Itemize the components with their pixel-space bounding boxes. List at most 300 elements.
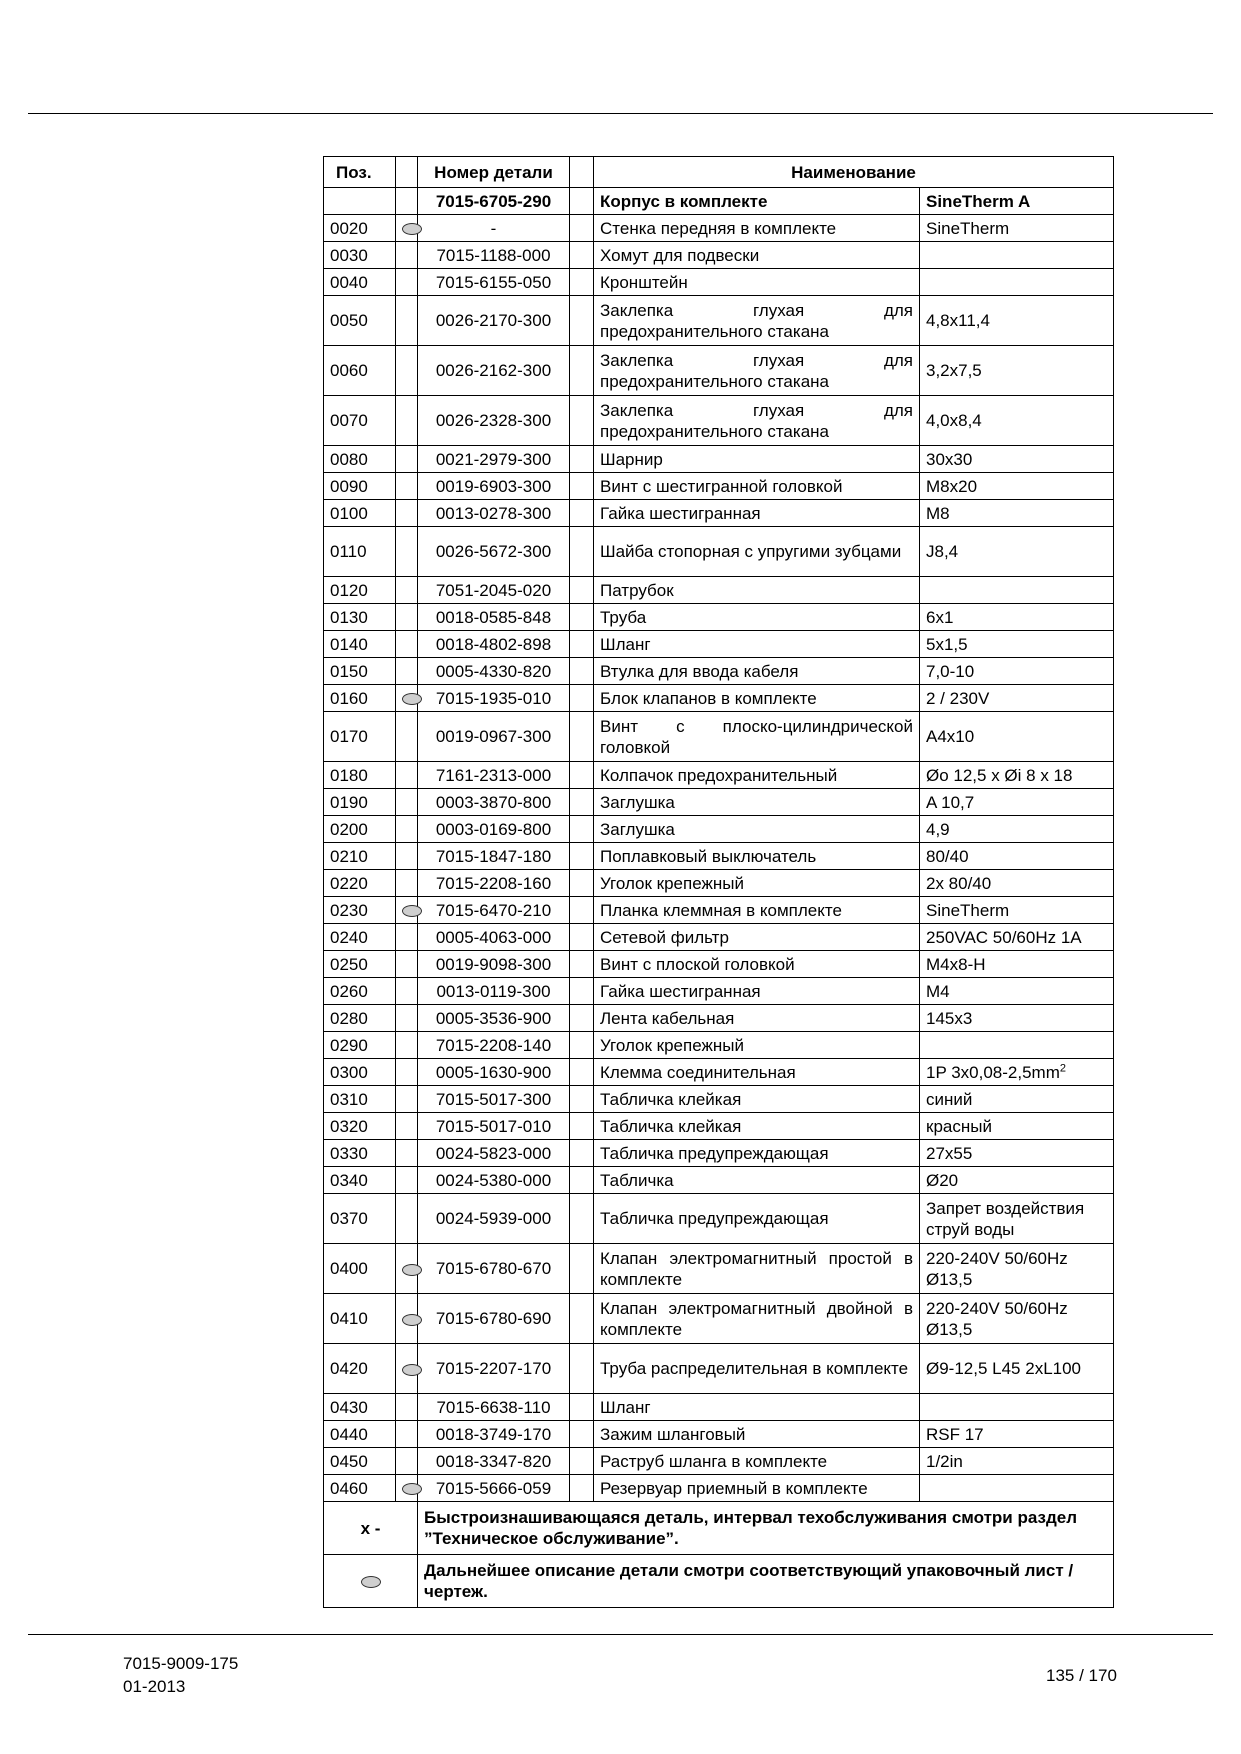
table-row — [324, 500, 1114, 527]
row-pos: 0420 — [324, 1344, 396, 1394]
row-pos: 0250 — [324, 951, 396, 978]
row-mark — [396, 1344, 418, 1394]
row-part-number: 0024-5939-000 — [418, 1194, 570, 1244]
row-mark — [396, 658, 418, 685]
row-spec: 1/2in — [920, 1448, 1114, 1475]
table-row — [324, 1032, 1114, 1059]
row-spec — [920, 269, 1114, 296]
footer-date: 01-2013 — [123, 1677, 186, 1696]
row-part-number: 0021-2979-300 — [418, 446, 570, 473]
row-mark — [396, 500, 418, 527]
row-gap — [570, 1475, 594, 1502]
row-name: Табличка предупреждающая — [594, 1140, 920, 1167]
row-pos: 0400 — [324, 1244, 396, 1294]
row-name: Винт с шестигранной головкой — [594, 473, 920, 500]
row-gap — [570, 1167, 594, 1194]
assembly-pos — [324, 188, 396, 215]
row-part-number: 0026-2328-300 — [418, 396, 570, 446]
table-row — [324, 577, 1114, 604]
row-mark — [396, 1421, 418, 1448]
table-row — [324, 1059, 1114, 1086]
row-mark — [396, 897, 418, 924]
row-spec: M4x8-H — [920, 951, 1114, 978]
row-gap — [570, 346, 594, 396]
row-part-number: 7161-2313-000 — [418, 762, 570, 789]
table-row — [324, 712, 1114, 762]
row-spec: Øo 12,5 x Øi 8 x 18 — [920, 762, 1114, 789]
row-gap — [570, 816, 594, 843]
row-part-number: 0018-4802-898 — [418, 631, 570, 658]
row-part-number: 7015-6638-110 — [418, 1394, 570, 1421]
row-gap — [570, 789, 594, 816]
row-pos: 0450 — [324, 1448, 396, 1475]
row-pos: 0030 — [324, 242, 396, 269]
row-gap — [570, 631, 594, 658]
row-name: Винт с плоско-цилиндрической головкой — [594, 712, 920, 762]
table-row — [324, 473, 1114, 500]
table-row — [324, 1344, 1114, 1394]
row-part-number: 0024-5380-000 — [418, 1167, 570, 1194]
table-row — [324, 1475, 1114, 1502]
row-gap — [570, 1113, 594, 1140]
row-mark — [396, 604, 418, 631]
row-name: Клапан электромагнитный двойной в комплекте — [594, 1294, 920, 1344]
row-gap — [570, 762, 594, 789]
row-spec — [920, 1032, 1114, 1059]
row-pos: 0130 — [324, 604, 396, 631]
row-mark — [396, 1394, 418, 1421]
row-gap — [570, 1194, 594, 1244]
row-gap — [570, 870, 594, 897]
table-row — [324, 816, 1114, 843]
row-gap — [570, 1086, 594, 1113]
row-mark — [396, 473, 418, 500]
row-name: Блок клапанов в комплекте — [594, 685, 920, 712]
row-part-number: 7015-6470-210 — [418, 897, 570, 924]
row-mark — [396, 1448, 418, 1475]
row-spec: 5x1,5 — [920, 631, 1114, 658]
row-mark — [396, 1475, 418, 1502]
row-gap — [570, 1032, 594, 1059]
row-mark — [396, 242, 418, 269]
row-part-number: 0026-2170-300 — [418, 296, 570, 346]
assembly-part-number: 7015-6705-290 — [418, 188, 570, 215]
table-row — [324, 346, 1114, 396]
row-mark — [396, 446, 418, 473]
row-pos: 0190 — [324, 789, 396, 816]
wear-note-text: Быстроизнашивающаяся деталь, интервал техобслуживания смотри раздел ”Техническое обслуживание”. — [418, 1502, 1114, 1555]
row-pos: 0240 — [324, 924, 396, 951]
row-spec: SineTherm — [920, 897, 1114, 924]
row-mark — [396, 1059, 418, 1086]
table-row — [324, 446, 1114, 473]
row-pos: 0230 — [324, 897, 396, 924]
row-mark — [396, 1032, 418, 1059]
row-spec: A4x10 — [920, 712, 1114, 762]
row-spec: 4,9 — [920, 816, 1114, 843]
row-spec: 3,2x7,5 — [920, 346, 1114, 396]
row-spec: M4 — [920, 978, 1114, 1005]
row-part-number: 0005-4330-820 — [418, 658, 570, 685]
row-part-number: 0018-3347-820 — [418, 1448, 570, 1475]
row-spec: Ø20 — [920, 1167, 1114, 1194]
row-name: Втулка для ввода кабеля — [594, 658, 920, 685]
row-gap — [570, 296, 594, 346]
col-header-name: Наименование — [594, 157, 1114, 188]
row-mark — [396, 269, 418, 296]
row-pos: 0120 — [324, 577, 396, 604]
row-name: Колпачок предохранительный — [594, 762, 920, 789]
row-pos: 0340 — [324, 1167, 396, 1194]
row-pos: 0260 — [324, 978, 396, 1005]
row-pos: 0330 — [324, 1140, 396, 1167]
row-pos: 0210 — [324, 843, 396, 870]
row-pos: 0290 — [324, 1032, 396, 1059]
oval-marker-icon — [402, 1364, 422, 1376]
row-part-number: 7015-1847-180 — [418, 843, 570, 870]
row-gap — [570, 269, 594, 296]
row-part-number: 7015-6780-670 — [418, 1244, 570, 1294]
row-mark — [396, 215, 418, 242]
oval-marker-icon — [402, 905, 422, 917]
footer-doc-info — [123, 1652, 238, 1698]
row-spec: A 10,7 — [920, 789, 1114, 816]
oval-note-text: Дальнейшее описание детали смотри соответствующий упаковочный лист / чертеж. — [418, 1555, 1114, 1608]
row-name: Винт с плоской головкой — [594, 951, 920, 978]
row-pos: 0050 — [324, 296, 396, 346]
row-name: Уголок крепежный — [594, 1032, 920, 1059]
row-gap — [570, 242, 594, 269]
row-name: Заглушка — [594, 816, 920, 843]
row-spec — [920, 1394, 1114, 1421]
table-row — [324, 978, 1114, 1005]
row-name: Гайка шестигранная — [594, 500, 920, 527]
row-part-number: 7015-5017-010 — [418, 1113, 570, 1140]
table-row — [324, 296, 1114, 346]
row-name: Шланг — [594, 1394, 920, 1421]
row-part-number: 7015-6780-690 — [418, 1294, 570, 1344]
row-spec-superscript: 2 — [1059, 1061, 1066, 1074]
row-spec: 7,0-10 — [920, 658, 1114, 685]
oval-marker-icon — [402, 1264, 422, 1276]
table-row — [324, 396, 1114, 446]
row-name: Уголок крепежный — [594, 870, 920, 897]
parts-table-body — [324, 157, 1114, 1502]
table-row — [324, 527, 1114, 577]
table-row — [324, 1394, 1114, 1421]
row-name: Труба распределительная в комплекте — [594, 1344, 920, 1394]
row-name: Поплавковый выключатель — [594, 843, 920, 870]
row-part-number: 7051-2045-020 — [418, 577, 570, 604]
table-row — [324, 951, 1114, 978]
row-pos: 0080 — [324, 446, 396, 473]
wear-key: x - — [324, 1502, 418, 1555]
col-header-pos: Поз. — [324, 157, 396, 188]
row-part-number: 7015-5666-059 — [418, 1475, 570, 1502]
row-name: Резервуар приемный в комплекте — [594, 1475, 920, 1502]
note-oval-row — [324, 1555, 1114, 1608]
assembly-name: Корпус в комплекте — [594, 188, 920, 215]
row-pos: 0140 — [324, 631, 396, 658]
row-gap — [570, 1244, 594, 1294]
row-mark — [396, 762, 418, 789]
row-gap — [570, 1140, 594, 1167]
bottom-rule — [28, 1634, 1213, 1635]
row-pos: 0200 — [324, 816, 396, 843]
row-pos: 0070 — [324, 396, 396, 446]
row-name: Клемма соединительная — [594, 1059, 920, 1086]
row-spec: 6x1 — [920, 604, 1114, 631]
table-row — [324, 1448, 1114, 1475]
row-gap — [570, 1059, 594, 1086]
row-name: Табличка клейкая — [594, 1113, 920, 1140]
oval-marker-icon — [402, 1483, 422, 1495]
row-name: Лента кабельная — [594, 1005, 920, 1032]
row-part-number: 0005-4063-000 — [418, 924, 570, 951]
row-pos: 0300 — [324, 1059, 396, 1086]
row-spec — [920, 577, 1114, 604]
row-spec: Ø9-12,5 L45 2xL100 — [920, 1344, 1114, 1394]
table-row — [324, 762, 1114, 789]
row-mark — [396, 870, 418, 897]
row-spec: 145x3 — [920, 1005, 1114, 1032]
row-name: Гайка шестигранная — [594, 978, 920, 1005]
row-spec — [920, 1475, 1114, 1502]
row-mark — [396, 1244, 418, 1294]
row-spec: 30x30 — [920, 446, 1114, 473]
row-gap — [570, 712, 594, 762]
row-spec: красный — [920, 1113, 1114, 1140]
row-part-number: 7015-5017-300 — [418, 1086, 570, 1113]
assembly-mark — [396, 188, 418, 215]
table-row — [324, 870, 1114, 897]
row-gap — [570, 500, 594, 527]
row-part-number: 0003-0169-800 — [418, 816, 570, 843]
row-spec: синий — [920, 1086, 1114, 1113]
row-spec: M8 — [920, 500, 1114, 527]
row-gap — [570, 577, 594, 604]
note-wear-row — [324, 1502, 1114, 1555]
row-name: Табличка предупреждающая — [594, 1194, 920, 1244]
row-mark — [396, 843, 418, 870]
row-gap — [570, 396, 594, 446]
table-row — [324, 897, 1114, 924]
row-part-number: 0003-3870-800 — [418, 789, 570, 816]
table-row — [324, 1140, 1114, 1167]
footer-page-number: 135 / 170 — [1046, 1666, 1117, 1685]
row-pos: 0100 — [324, 500, 396, 527]
row-name: Труба — [594, 604, 920, 631]
col-header-part: Номер детали — [418, 157, 570, 188]
row-gap — [570, 1005, 594, 1032]
row-name: Клапан электромагнитный простой в комплекте — [594, 1244, 920, 1294]
table-row — [324, 1194, 1114, 1244]
row-mark — [396, 346, 418, 396]
table-row — [324, 658, 1114, 685]
row-name: Заклепка глухая для предохранительного стакана — [594, 346, 920, 396]
row-pos: 0180 — [324, 762, 396, 789]
row-part-number: 0019-9098-300 — [418, 951, 570, 978]
row-mark — [396, 1113, 418, 1140]
table-row — [324, 1167, 1114, 1194]
row-mark — [396, 978, 418, 1005]
row-mark — [396, 396, 418, 446]
row-pos: 0310 — [324, 1086, 396, 1113]
row-part-number: 0019-6903-300 — [418, 473, 570, 500]
oval-key — [324, 1555, 418, 1608]
table-row — [324, 604, 1114, 631]
row-pos: 0040 — [324, 269, 396, 296]
row-mark — [396, 296, 418, 346]
row-mark — [396, 577, 418, 604]
oval-marker-icon — [361, 1576, 381, 1588]
row-mark — [396, 1086, 418, 1113]
table-row — [324, 1005, 1114, 1032]
row-pos: 0220 — [324, 870, 396, 897]
row-name: Сетевой фильтр — [594, 924, 920, 951]
row-name: Зажим шланговый — [594, 1421, 920, 1448]
parts-table — [323, 156, 1114, 1608]
row-gap — [570, 446, 594, 473]
row-part-number: 7015-1188-000 — [418, 242, 570, 269]
row-name: Шайба стопорная с упругими зубцами — [594, 527, 920, 577]
table-row — [324, 843, 1114, 870]
row-gap — [570, 951, 594, 978]
row-gap — [570, 685, 594, 712]
row-spec: SineTherm — [920, 215, 1114, 242]
assembly-row — [324, 188, 1114, 215]
row-pos: 0410 — [324, 1294, 396, 1344]
row-spec: 4,8x11,4 — [920, 296, 1114, 346]
row-spec: 2 / 230V — [920, 685, 1114, 712]
row-mark — [396, 631, 418, 658]
row-name: Планка клеммная в комплекте — [594, 897, 920, 924]
table-row — [324, 1421, 1114, 1448]
row-name: Заглушка — [594, 789, 920, 816]
col-header-mark — [396, 157, 418, 188]
row-name: Раструб шланга в комплекте — [594, 1448, 920, 1475]
row-gap — [570, 604, 594, 631]
row-part-number: - — [418, 215, 570, 242]
row-name: Стенка передняя в комплекте — [594, 215, 920, 242]
row-spec: M8x20 — [920, 473, 1114, 500]
assembly-spec: SineTherm A — [920, 188, 1114, 215]
row-pos: 0090 — [324, 473, 396, 500]
row-mark — [396, 1194, 418, 1244]
table-row — [324, 1086, 1114, 1113]
col-header-gap — [570, 157, 594, 188]
row-part-number: 0018-0585-848 — [418, 604, 570, 631]
row-spec-text: 1P 3x0,08-2,5mm — [926, 1062, 1060, 1082]
row-spec: 220-240V 50/60Hz Ø13,5 — [920, 1294, 1114, 1344]
row-name: Шарнир — [594, 446, 920, 473]
row-mark — [396, 816, 418, 843]
oval-marker-icon — [402, 693, 422, 705]
row-part-number: 7015-2207-170 — [418, 1344, 570, 1394]
row-mark — [396, 1167, 418, 1194]
table-row — [324, 242, 1114, 269]
table-row — [324, 789, 1114, 816]
row-pos: 0370 — [324, 1194, 396, 1244]
row-mark — [396, 1294, 418, 1344]
row-part-number: 7015-1935-010 — [418, 685, 570, 712]
row-mark — [396, 789, 418, 816]
row-part-number: 0018-3749-170 — [418, 1421, 570, 1448]
row-pos: 0060 — [324, 346, 396, 396]
row-part-number: 7015-2208-140 — [418, 1032, 570, 1059]
notes-body — [324, 1502, 1114, 1608]
row-name: Табличка клейкая — [594, 1086, 920, 1113]
top-rule — [28, 113, 1213, 114]
row-pos: 0110 — [324, 527, 396, 577]
row-gap — [570, 1394, 594, 1421]
row-part-number: 7015-6155-050 — [418, 269, 570, 296]
row-spec: 2x 80/40 — [920, 870, 1114, 897]
row-spec: Запрет воздействия струй воды — [920, 1194, 1114, 1244]
row-mark — [396, 712, 418, 762]
row-gap — [570, 843, 594, 870]
row-pos: 0020 — [324, 215, 396, 242]
row-pos: 0320 — [324, 1113, 396, 1140]
table-row — [324, 215, 1114, 242]
row-part-number: 0013-0119-300 — [418, 978, 570, 1005]
row-part-number: 0026-5672-300 — [418, 527, 570, 577]
row-gap — [570, 215, 594, 242]
row-spec — [920, 242, 1114, 269]
row-part-number: 0013-0278-300 — [418, 500, 570, 527]
row-part-number: 0026-2162-300 — [418, 346, 570, 396]
row-gap — [570, 473, 594, 500]
row-name: Хомут для подвески — [594, 242, 920, 269]
row-name: Кронштейн — [594, 269, 920, 296]
row-part-number: 0019-0967-300 — [418, 712, 570, 762]
row-gap — [570, 527, 594, 577]
row-part-number: 0024-5823-000 — [418, 1140, 570, 1167]
row-gap — [570, 1294, 594, 1344]
oval-marker-icon — [402, 1314, 422, 1326]
row-pos: 0460 — [324, 1475, 396, 1502]
row-mark — [396, 1005, 418, 1032]
row-gap — [570, 897, 594, 924]
row-spec: 80/40 — [920, 843, 1114, 870]
row-pos: 0160 — [324, 685, 396, 712]
row-name: Заклепка глухая для предохранительного стакана — [594, 396, 920, 446]
footer-doc-number: 7015-9009-175 — [123, 1654, 239, 1673]
row-gap — [570, 1448, 594, 1475]
row-spec: 220-240V 50/60Hz Ø13,5 — [920, 1244, 1114, 1294]
table-row — [324, 924, 1114, 951]
table-header-row — [324, 157, 1114, 188]
row-pos: 0430 — [324, 1394, 396, 1421]
row-gap — [570, 978, 594, 1005]
row-part-number: 0005-1630-900 — [418, 1059, 570, 1086]
oval-marker-icon — [402, 223, 422, 235]
row-mark — [396, 951, 418, 978]
row-spec: J8,4 — [920, 527, 1114, 577]
row-gap — [570, 1421, 594, 1448]
row-pos: 0150 — [324, 658, 396, 685]
row-name: Шланг — [594, 631, 920, 658]
table-row — [324, 685, 1114, 712]
row-name: Заклепка глухая для предохранительного стакана — [594, 296, 920, 346]
row-spec: 27x55 — [920, 1140, 1114, 1167]
row-spec — [920, 1059, 1114, 1086]
row-spec: RSF 17 — [920, 1421, 1114, 1448]
table-row — [324, 1294, 1114, 1344]
row-gap — [570, 924, 594, 951]
table-row — [324, 1113, 1114, 1140]
row-pos: 0280 — [324, 1005, 396, 1032]
